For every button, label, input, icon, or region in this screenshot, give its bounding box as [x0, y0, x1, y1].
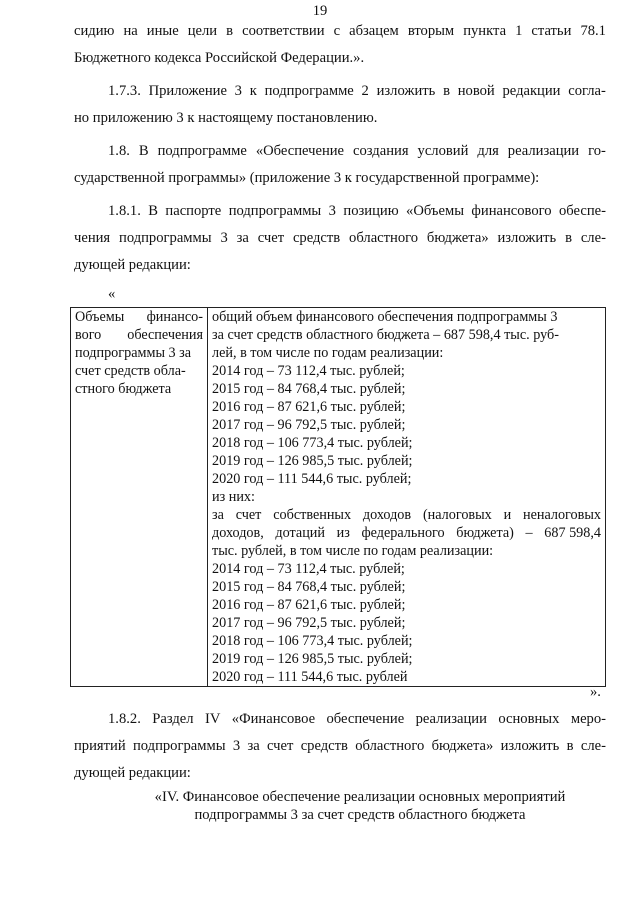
page-number: 19 — [312, 3, 328, 19]
word: 687 598,4 — [544, 525, 601, 541]
word: основных — [498, 711, 560, 727]
word: В — [138, 143, 149, 159]
word: финансового — [471, 203, 552, 219]
word: в — [565, 230, 572, 246]
word: 1.8.1. — [108, 203, 141, 219]
paragraph-1-8-line-1 — [108, 142, 606, 160]
word: реализации — [415, 711, 487, 727]
word: средств — [300, 738, 348, 754]
word: чения — [74, 230, 111, 246]
word: изложить — [376, 83, 436, 99]
word: доходов — [362, 507, 412, 523]
word: обеспе- — [559, 203, 606, 219]
year-line: 2014 год – 73 112,4 тыс. рублей; — [212, 363, 405, 379]
word: абзацем — [349, 23, 399, 39]
word: за — [212, 507, 224, 523]
word: Приложение — [148, 83, 227, 99]
word: из — [336, 525, 350, 541]
word: 3 — [232, 738, 241, 754]
word: сле- — [580, 230, 606, 246]
label-line — [75, 308, 203, 326]
word: за — [247, 738, 260, 754]
word: «Объемы — [406, 203, 464, 219]
word: 1.7.3. — [108, 83, 141, 99]
year-line: 2014 год – 73 112,4 тыс. рублей; — [212, 561, 405, 577]
value-line — [212, 524, 601, 542]
label-line — [75, 326, 203, 344]
word: доходов, — [212, 525, 264, 541]
word: реализации — [507, 143, 580, 159]
word: 1.8. — [108, 143, 130, 159]
word: с — [333, 23, 341, 39]
word: подпрограммы — [132, 738, 226, 754]
year-line: 2015 год – 84 768,4 тыс. рублей; — [212, 579, 406, 595]
word: счет — [267, 738, 294, 754]
word: – — [525, 525, 533, 541]
word: Раздел — [152, 711, 194, 727]
word: позицию — [343, 203, 399, 219]
word: «Обеспечение — [255, 143, 345, 159]
word: обеспечение — [326, 711, 405, 727]
word: в — [566, 738, 574, 754]
word: вого — [75, 327, 102, 343]
word: 3 — [220, 230, 228, 246]
word: финансо- — [146, 309, 203, 325]
word: 3 — [328, 203, 336, 219]
year-line: 2020 год – 111 544,6 тыс. рублей — [212, 669, 408, 685]
word: изложить — [500, 738, 560, 754]
word: 1.8.2. — [108, 711, 141, 727]
word: 1 — [515, 23, 523, 39]
paragraph-1-8-2-line-1 — [108, 710, 606, 728]
word: статьи — [531, 23, 572, 39]
paragraph-1-8-1-line-1 — [108, 202, 606, 220]
section-heading-line-1: «IV. Финансовое обеспечение реализации основных мероприятий — [154, 789, 566, 805]
word: согла- — [568, 83, 606, 99]
word: подпрограммы — [228, 203, 322, 219]
paragraph-1-7-3-line-1 — [108, 82, 606, 100]
word: 3 — [234, 83, 242, 99]
table-cell-value — [208, 308, 606, 687]
word: средств — [292, 230, 341, 246]
close-quote: ». — [590, 684, 601, 700]
word: неналоговых — [522, 507, 601, 523]
word: условий — [417, 143, 469, 159]
word: в — [443, 83, 450, 99]
year-line: 2018 год – 106 773,4 тыс. рублей; — [212, 633, 413, 649]
word: го- — [588, 143, 606, 159]
year-line: 2020 год – 111 544,6 тыс. рублей; — [212, 471, 412, 487]
word: дотаций — [275, 525, 325, 541]
word: IV — [204, 711, 221, 727]
value-line: общий объем финансового обеспечения подпрограммы 3 — [212, 309, 558, 325]
paragraph-1-line-1 — [74, 22, 606, 40]
word: цели — [187, 23, 218, 39]
year-line: 2015 год – 84 768,4 тыс. рублей; — [212, 381, 406, 397]
year-line: 2016 год – 87 621,6 тыс. рублей; — [212, 597, 406, 613]
word: пункта — [463, 23, 507, 39]
value-line: за счет средств областного бюджета – 687 598,4 тыс. руб- — [212, 327, 559, 343]
paragraph-1-8-1-line-3: дующей редакции: — [74, 257, 191, 273]
word: обеспечения — [127, 327, 203, 343]
paragraph-1-7-3-line-2: но приложению 3 к настоящему постановлению. — [74, 110, 378, 126]
word: и — [503, 507, 512, 523]
value-line: из них: — [212, 489, 255, 505]
word: сидию — [74, 23, 115, 39]
word: бюджета» — [426, 230, 489, 246]
value-line — [212, 506, 601, 524]
word: Объемы — [75, 309, 125, 325]
word: В — [148, 203, 158, 219]
word: для — [477, 143, 499, 159]
paragraph-1-8-2-line-2 — [74, 737, 606, 755]
word: в — [226, 23, 234, 39]
word: к — [249, 83, 257, 99]
word: меро- — [570, 711, 606, 727]
paragraph-1-8-1-line-2 — [74, 229, 606, 247]
word: паспорте — [165, 203, 222, 219]
paragraph-1-8-line-2: сударственной программы» (приложение 3 к государственной программе): — [74, 170, 540, 186]
paragraph-1-line-2: Бюджетного кодекса Российской Федерации.». — [74, 50, 365, 66]
word: 2 — [361, 83, 369, 99]
word: изложить — [497, 230, 557, 246]
word: счет — [235, 507, 262, 523]
word: за — [236, 230, 249, 246]
label-line: стного бюджета — [75, 381, 172, 397]
word: федерального — [361, 525, 445, 541]
word: подпрограммы — [119, 230, 212, 246]
year-line: 2018 год – 106 773,4 тыс. рублей; — [212, 435, 413, 451]
word: собственных — [273, 507, 352, 523]
table-cell-label — [71, 308, 208, 687]
open-quote: « — [108, 286, 116, 302]
word: сле- — [580, 738, 606, 754]
word: соответствии — [242, 23, 325, 39]
word: новой — [457, 83, 495, 99]
table-row — [71, 308, 606, 687]
year-line: 2017 год – 96 792,5 тыс. рублей; — [212, 417, 406, 433]
section-heading-line-2: подпрограммы 3 за счет средств областного бюджета — [194, 807, 526, 823]
label-line: подпрограммы 3 за — [75, 345, 192, 361]
paragraph-1-8-2-line-3: дующей редакции: — [74, 765, 191, 781]
word: «Финансовое — [231, 711, 316, 727]
value-line: лей, в том числе по годам реализации: — [212, 345, 444, 361]
word: на — [123, 23, 138, 39]
word: подпрограмме — [157, 143, 247, 159]
word: создания — [353, 143, 409, 159]
word: подпрограмме — [264, 83, 354, 99]
year-line: 2016 год – 87 621,6 тыс. рублей; — [212, 399, 406, 415]
word: областного — [355, 738, 425, 754]
word: (налоговых — [422, 507, 492, 523]
value-line: тыс. рублей, в том числе по годам реализации: — [212, 543, 494, 559]
year-line: 2019 год – 126 985,5 тыс. рублей; — [212, 453, 413, 469]
word: областного — [349, 230, 419, 246]
word: приятий — [74, 738, 126, 754]
label-line: счет средств обла- — [75, 363, 186, 379]
word: бюджета) — [456, 525, 514, 541]
year-line: 2017 год – 96 792,5 тыс. рублей; — [212, 615, 406, 631]
year-line: 2019 год – 126 985,5 тыс. рублей; — [212, 651, 413, 667]
word: счет — [257, 230, 285, 246]
word: редакции — [502, 83, 561, 99]
word: вторым — [407, 23, 455, 39]
word: бюджета» — [431, 738, 494, 754]
word: иные — [146, 23, 179, 39]
financing-table — [70, 307, 606, 687]
word: 78.1 — [580, 23, 606, 39]
